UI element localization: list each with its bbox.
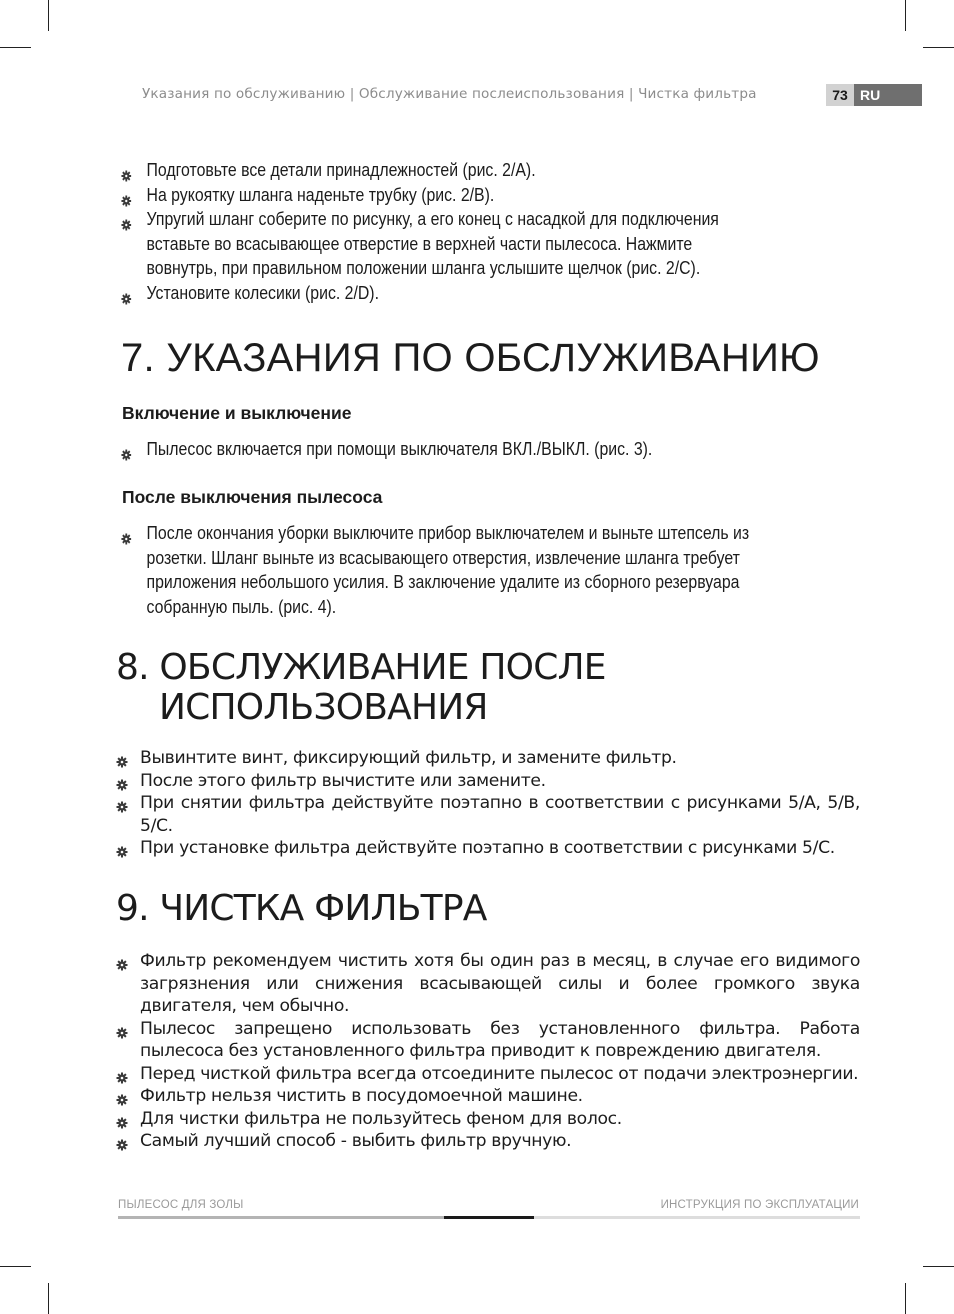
gear-bullet-icon xyxy=(116,1113,128,1125)
list-item-text: Установите колесики (рис. 2/D). xyxy=(146,282,379,303)
intro-list-item xyxy=(121,281,755,306)
list-item-text: Перед чисткой фильтра всегда отсоедините пылесос от подачи электроэнергии. xyxy=(140,1063,859,1084)
list-item-text: Упругий шланг соберите по рисунку, а его конец с насадкой для подключения вставьте во всасывающее отверстие в верхней части пылесоса. Нажмите вовнутрь, при правильном положении шланга услышите щелчок (рис. 2/C). xyxy=(146,209,719,278)
gear-bullet-icon xyxy=(121,189,132,201)
list-item-text: Подготовьте все детали принадлежностей (рис. 2/A). xyxy=(146,160,536,180)
gear-bullet-icon xyxy=(121,213,132,225)
footer-bar-pale xyxy=(534,1216,860,1219)
section-8-title xyxy=(116,648,606,728)
maintenance-list-item xyxy=(116,747,860,770)
gear-bullet-icon xyxy=(116,1068,128,1080)
crop-mark xyxy=(905,1283,906,1314)
footer-product-name: ПЫЛЕСОС ДЛЯ ЗОЛЫ xyxy=(118,1199,244,1211)
maintenance-list-item xyxy=(116,792,860,837)
gear-bullet-icon xyxy=(116,1090,128,1102)
filter-cleaning-list-item xyxy=(116,1108,860,1131)
page-number: 73 xyxy=(826,84,854,106)
list-item-text: На рукоятку шланга наденьте трубку (рис. 2/B). xyxy=(146,184,495,205)
maintenance-list-item xyxy=(116,837,860,860)
list-item-text: Пылесос включается при помощи выключателя ВКЛ./ВЫКЛ. (рис. 3). xyxy=(146,439,653,459)
gear-bullet-icon xyxy=(121,287,132,299)
gear-bullet-icon xyxy=(116,775,128,787)
crop-mark xyxy=(48,1283,49,1314)
after-off-list xyxy=(121,521,755,619)
maintenance-list-item xyxy=(116,770,860,793)
breadcrumb: Указания по обслуживанию | Обслуживание послеиспользования | Чистка фильтра xyxy=(142,86,757,102)
list-item-text: Для чистки фильтра не пользуйтесь феном для волос. xyxy=(140,1108,622,1129)
section-7-title: 7. УКАЗАНИЯ ПО ОБСЛУЖИВАНИЮ xyxy=(121,336,820,380)
footer-manual-title: ИНСТРУКЦИЯ ПО ЭКСПЛУАТАЦИИ xyxy=(660,1199,859,1211)
list-item-text: После этого фильтр вычистите или замените. xyxy=(140,770,546,791)
crop-mark xyxy=(0,47,31,48)
list-item-text: При снятии фильтра действуйте поэтапно в соответствии с рисунками 5/A, 5/B, 5/C. xyxy=(140,793,860,836)
footer-bar-light xyxy=(118,1216,444,1219)
filter-cleaning-list-item xyxy=(116,1085,860,1108)
gear-bullet-icon xyxy=(116,1023,128,1035)
filter-cleaning-list-item xyxy=(116,1130,860,1153)
gear-bullet-icon xyxy=(116,955,128,967)
list-item-text: После окончания уборки выключите прибор выключателем и выньте штепсель из розетки. Шланг выньте из всасывающего отверстия, извлечение шланга требует приложения небольшого усилия. В заключение удалите из сборного резервуара собранную пыль. (рис. 4). xyxy=(146,523,750,617)
list-item-text: Пылесос запрещено использовать без установленного фильтра. Работа пылесоса без установленного фильтра приводит к повреждению двигателя. xyxy=(140,1018,860,1061)
intro-list xyxy=(121,158,755,305)
list-item-text: При установке фильтра действуйте поэтапно в соответствии с рисунками 5/C. xyxy=(140,838,835,858)
gear-bullet-icon xyxy=(116,797,128,809)
language-badge: RU xyxy=(854,84,922,106)
subsection-heading-power: Включение и выключение xyxy=(122,403,352,423)
gear-bullet-icon xyxy=(121,527,132,539)
crop-mark xyxy=(923,47,954,48)
intro-list-item xyxy=(121,207,755,281)
filter-cleaning-list-item xyxy=(116,1063,860,1086)
filter-cleaning-list-item xyxy=(116,1018,860,1063)
list-item-text: Фильтр нельзя чистить в посудомоечной машине. xyxy=(140,1086,583,1106)
gear-bullet-icon xyxy=(121,164,132,176)
subsection-heading-after-off: После выключения пылесоса xyxy=(122,487,383,507)
filter-cleaning-list-item xyxy=(116,950,860,1018)
after-off-list-item xyxy=(121,521,755,619)
power-list xyxy=(121,437,755,462)
crop-mark xyxy=(0,1266,31,1267)
filter-cleaning-list xyxy=(116,950,860,1153)
intro-list-item xyxy=(121,183,755,208)
gear-bullet-icon xyxy=(121,443,132,455)
crop-mark xyxy=(48,0,49,31)
list-item-text: Самый лучший способ - выбить фильтр вручную. xyxy=(140,1131,572,1151)
power-list-item xyxy=(121,437,755,462)
maintenance-list xyxy=(116,747,860,860)
section-8-title-line2: ИСПОЛЬЗОВАНИЯ xyxy=(159,687,488,728)
footer-bar-dark xyxy=(444,1216,534,1219)
crop-mark xyxy=(923,1266,954,1267)
section-8-title-line1: 8. ОБСЛУЖИВАНИЕ ПОСЛЕ xyxy=(116,647,606,688)
gear-bullet-icon xyxy=(116,1135,128,1147)
gear-bullet-icon xyxy=(116,752,128,764)
section-9-title: 9. ЧИСТКА ФИЛЬТРА xyxy=(116,888,487,929)
crop-mark xyxy=(905,0,906,31)
gear-bullet-icon xyxy=(116,842,128,854)
list-item-text: Фильтр рекомендуем чистить хотя бы один раз в месяц, в случае его видимого загрязнения или снижения всасывающей силы и более громкого звука двигателя, чем обычно. xyxy=(140,951,860,1016)
list-item-text: Вывинтите винт, фиксирующий фильтр, и замените фильтр. xyxy=(140,748,677,768)
intro-list-item xyxy=(121,158,755,183)
